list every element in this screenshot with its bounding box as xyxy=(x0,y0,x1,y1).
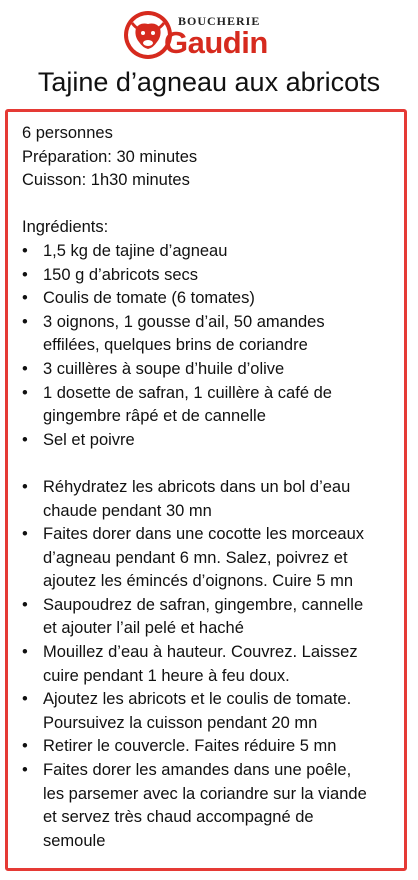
step-item-text: Mouillez d’eau à hauteur. Couvrez. Laissez xyxy=(43,643,358,662)
bullet-icon: • xyxy=(22,312,28,331)
step-item xyxy=(22,688,400,735)
step-item-text: d’agneau pendant 6 mn. Salez, poivrez et xyxy=(43,548,348,567)
spacer xyxy=(22,193,400,217)
ingredient-item xyxy=(22,264,400,288)
cooking-time: Cuisson: 1h30 minutes xyxy=(22,171,190,190)
bullet-icon: • xyxy=(22,690,28,709)
bullet-icon: • xyxy=(22,595,28,614)
step-item-text: Faites dorer dans une cocotte les morceaux xyxy=(43,525,365,544)
step-item-text: et ajouter l’ail pelé et haché xyxy=(43,619,244,638)
bullet-icon: • xyxy=(22,430,28,449)
recipe-card xyxy=(5,109,407,871)
bullet-icon: • xyxy=(22,737,28,756)
step-item-text: ajoutez les émincés d’oignons. Cuire 5 mn xyxy=(43,572,353,591)
ingredient-item-text: Sel et poivre xyxy=(43,430,135,449)
step-item-text: Réhydratez les abricots dans un bol d’eau xyxy=(43,477,351,496)
step-item-text: chaude pendant 30 mn xyxy=(43,501,212,520)
step-item-text: Ajoutez les abricots et le coulis de tomate. xyxy=(43,690,352,709)
step-item xyxy=(22,523,400,594)
ingredients-list xyxy=(22,240,400,452)
bullet-icon: • xyxy=(22,241,28,260)
ingredient-item-text: 3 cuillères à soupe d’huile d’olive xyxy=(43,359,285,378)
recipe-title: Tajine d’agneau aux abricots xyxy=(37,67,381,97)
ingredients-heading: Ingrédients: xyxy=(22,218,109,237)
ingredient-item-text: 1,5 kg de tajine d’agneau xyxy=(43,241,228,260)
spacer xyxy=(22,452,400,476)
bullet-icon: • xyxy=(22,383,28,402)
ingredient-item xyxy=(22,358,400,382)
ingredient-item-text: 150 g d’abricots secs xyxy=(43,265,199,284)
ingredient-item-text: 3 oignons, 1 gousse d’ail, 50 amandes xyxy=(43,312,325,331)
step-item xyxy=(22,735,400,759)
step-item-text: Retirer le couvercle. Faites réduire 5 mn xyxy=(43,737,337,756)
ingredient-item-text: 1 dosette de safran, 1 cuillère à café de xyxy=(43,383,332,402)
ingredient-item xyxy=(22,311,400,358)
bullet-icon: • xyxy=(22,265,28,284)
ingredient-item xyxy=(22,240,400,264)
steps-list xyxy=(22,476,400,854)
logo-brand-name: Gaudin xyxy=(164,25,268,60)
step-item-text: Poursuivez la cuisson pendant 20 mn xyxy=(43,713,318,732)
servings: 6 personnes xyxy=(22,124,113,142)
logo-tagline: BOUCHERIE xyxy=(178,14,261,28)
step-item-text: les parsemer avec la coriandre sur la viande xyxy=(43,784,367,803)
ingredient-item-text: gingembre râpé et de cannelle xyxy=(43,407,266,426)
ingredient-item-text: Coulis de tomate (6 tomates) xyxy=(43,289,255,308)
bullet-icon: • xyxy=(22,289,28,308)
bullet-icon: • xyxy=(22,525,28,544)
step-item-text: semoule xyxy=(43,831,106,850)
ingredient-item xyxy=(22,382,400,429)
bullet-icon: • xyxy=(22,477,28,496)
boucherie-gaudin-logo xyxy=(122,6,272,62)
bullet-icon: • xyxy=(22,643,28,662)
ingredient-item xyxy=(22,287,400,311)
bullet-icon: • xyxy=(22,359,28,378)
preparation-time: Préparation: 30 minutes xyxy=(22,147,198,166)
step-item-text: Saupoudrez de safran, gingembre, cannelle xyxy=(43,595,364,614)
step-item xyxy=(22,759,400,853)
recipe-content xyxy=(22,122,400,853)
ingredient-item xyxy=(22,429,400,453)
step-item-text: Faites dorer les amandes dans une poêle, xyxy=(43,761,352,780)
step-item-text: cuire pendant 1 heure à feu doux. xyxy=(43,666,290,685)
bullet-icon: • xyxy=(22,761,28,780)
step-item xyxy=(22,594,400,641)
step-item-text: et servez très chaud accompagné de xyxy=(43,808,314,827)
step-item xyxy=(22,476,400,523)
ingredient-item-text: effilées, quelques brins de coriandre xyxy=(43,336,308,355)
step-item xyxy=(22,641,400,688)
